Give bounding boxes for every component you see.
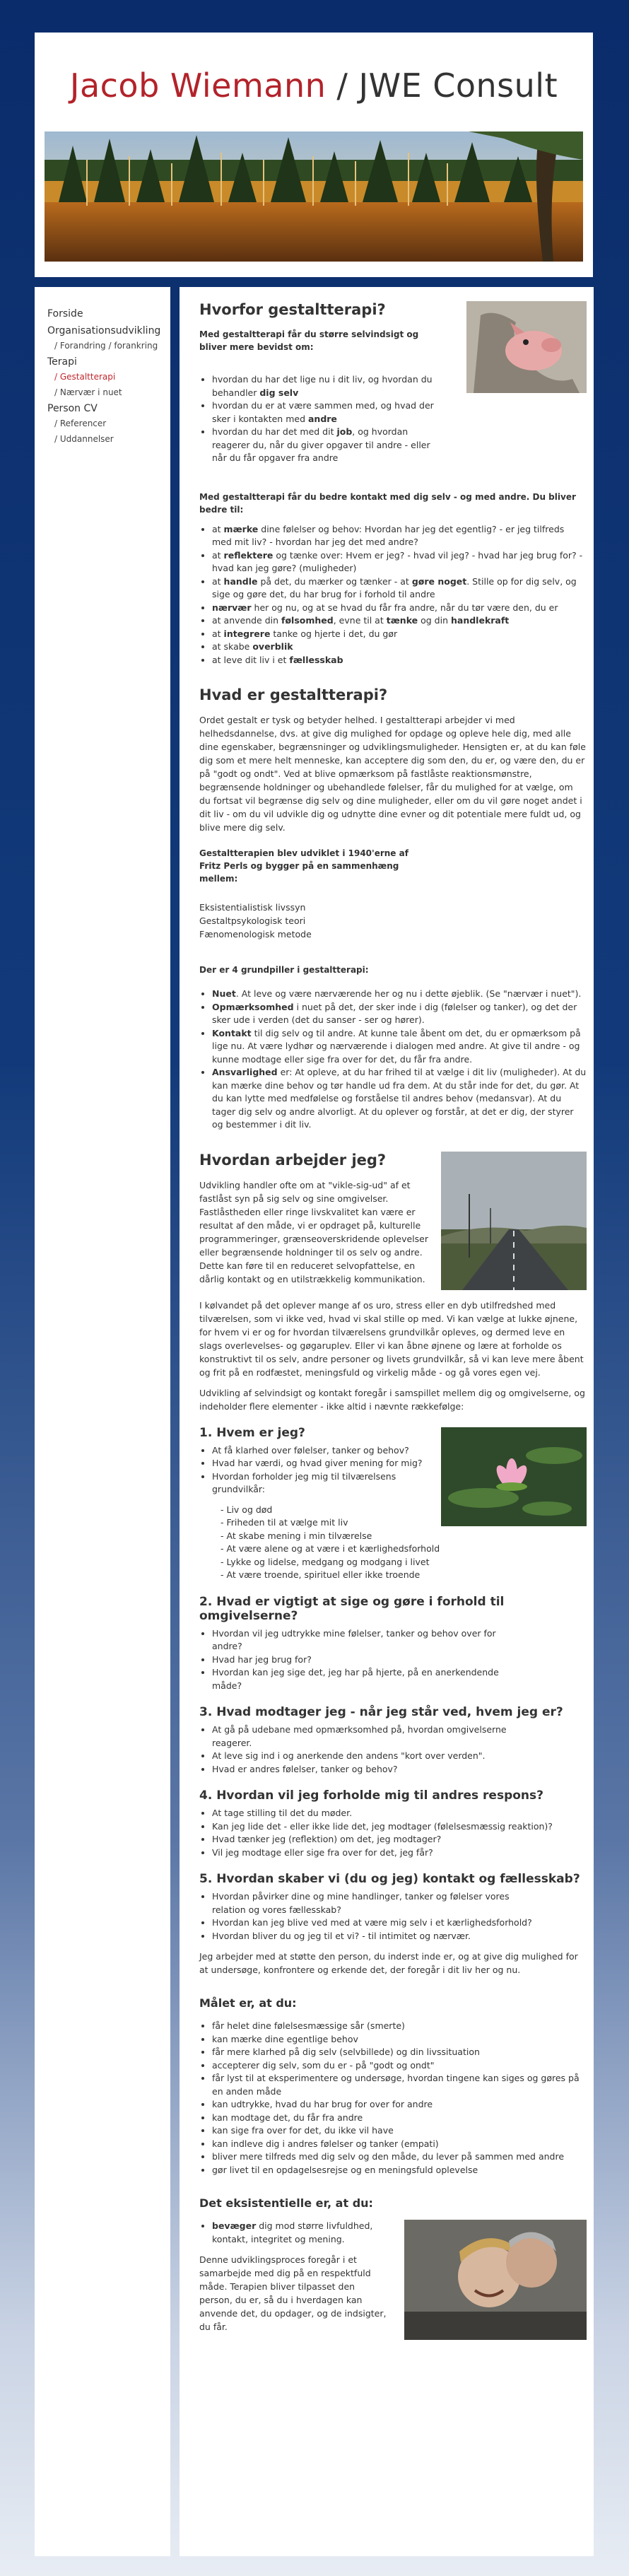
pillars-list	[199, 988, 587, 1132]
main-content	[180, 287, 594, 2556]
section-how-p2: I kølvandet på det oplever mange af os uro, stress eller en dyb utilfredshed med tilværelsen, som vi ikke ved, hvad vi skal stille op med. Vi kan vælge at lukke øjnene, for hvem vi er og for hvordan tilværelsens grundvilkår opleves, og dermed leve en slags overlevelses- og gøgaruplev. Eller vi kan åbne øjnene og lære at forholde os konstruktivt til os selv, andre personer og livets grundvilkår, så vi kan leve mere åbent og frit på en rodfæstet, meningsfuld og virkelig måde - og gå vores egen vej.	[199, 1299, 584, 1378]
nav-item-uddannelser[interactable]: / Uddannelser	[54, 434, 114, 444]
list-item: • hvordan du er at være sammen med, og hvad der sker i kontakten med andre	[212, 399, 445, 426]
list-item: • gør livet til en opdagelsesrejse og en meningsfuld oplevelse	[212, 2164, 587, 2177]
list-item: • at skabe overblik	[212, 640, 587, 654]
list-item: • Hvad tænker jeg (reflektion) om det, jeg modtager?	[212, 1833, 587, 1846]
nav-item-forside[interactable]: Forside	[47, 308, 83, 320]
section-why-lead: Med gestaltterapi får du større selvindsigt og bliver mere bevidst om:	[199, 329, 419, 352]
list-item: - At skabe mening i min tilværelse	[221, 1530, 587, 1543]
section-existential	[199, 2196, 587, 2334]
section-why-title: Hvorfor gestaltterapi?	[199, 301, 386, 318]
q3-list	[199, 1723, 523, 1776]
section-what-lead: Gestaltterapien blev udviklet i 1940'erne af Fritz Perls og bygger på en sammenhæng mellem:	[199, 848, 408, 884]
article	[199, 301, 587, 2353]
road-photo	[441, 1152, 587, 1293]
list-item: • kan modtage det, du får fra andre	[212, 2112, 587, 2125]
list-item: • Hvordan forholder jeg mig til tilværelsens grundvilkår:	[212, 1470, 587, 1497]
q1-title: 1. Hvem er jeg?	[199, 1425, 305, 1440]
lotus-photo	[441, 1427, 587, 1529]
list-item: • nærvær her og nu, og at se hvad du får fra andre, når du tør være den, du er	[212, 602, 587, 615]
section-how-p4: Jeg arbejder med at støtte den person, du inderst inde er, og at give dig mulighed for at undersøge, konfrontere og erkende det, der foregår i dit liv her og nu.	[199, 1951, 578, 1975]
list-item: • Hvordan bliver du og jeg til et vi? - til intimitet og nærvær.	[212, 1930, 537, 1943]
base-item: Eksistentialistisk livssyn	[199, 902, 306, 913]
why-list	[199, 373, 445, 465]
q5-list	[199, 1890, 537, 1943]
sidebar	[35, 287, 170, 2556]
list-item: • at anvende din følsomhed, evne til at tænke og din handlekraft	[212, 614, 587, 628]
list-item: - Lykke og lidelse, medgang og modgang i livet	[221, 1556, 587, 1569]
nav-item-referencer[interactable]: / Referencer	[54, 418, 107, 428]
list-item: • Kontakt til dig selv og til andre. At kunne tale åbent om det, du er opmærksom på lige nu. At være lydhør og nærværende i dialogen med andre. At give til andre - og kunne modtage eller sige fra over for det, du får fra andre.	[212, 1027, 587, 1067]
section-what-intro: Ordet gestalt er tysk og betyder helhed. I gestaltterapi arbejder vi med helhedsdannelse, dvs. at give dig mulighed for opdage og opleve hele dig, med alle dine egenskaber, begrænsninger og udviklingsmuligheder. Hensigten er, at du kan føle dig som et mere helt menneske, kan acceptere dig som den, du er, og være den, du er på "godt og ondt". Ved at blive opmærksom på fastlåste reaktionsmønstre, begrænsende holdninger og ubehandlede følelser, får du mulighed for at vælge, om du fortsat vil begrænse dig selv og dine muligheder, eller om du vil gøre noget andet i dit liv - om du vil udvikle dig og udnytte dine evner og dit potentiale mere fuldt ud, og blive mere dig selv.	[199, 715, 586, 833]
list-item: • at integrere tanke og hjerte i det, du gør	[212, 628, 587, 641]
q4-title: 4. Hvordan vil jeg forholde mig til andres respons?	[199, 1788, 544, 1803]
nav-item-forandring[interactable]: / Forandring / forankring	[54, 341, 158, 351]
list-item: • Hvad er andres følelser, tanker og behov?	[212, 1763, 523, 1776]
list-item: • Kan jeg lide det - eller ikke lide det, jeg modtager (følelsesmæssig reaktion)?	[212, 1820, 587, 1834]
section-how-p3: Udvikling af selvindsigt og kontakt foregår i samspillet mellem dig og omgivelserne, og indeholder flere elementer - ikke altid i nævnte rækkefølge:	[199, 1387, 585, 1412]
sidebar-nav	[47, 303, 167, 450]
section-why	[199, 301, 587, 667]
nav-item-gestaltterapi[interactable]: / Gestaltterapi	[54, 372, 116, 382]
existential-list	[199, 2220, 382, 2246]
list-item: • Ansvarlighed er: At opleve, at du har frihed til at vælge i dit liv (muligheder). At du kan mærke dine behov og tør handle ud fra dem. At du står inde for det, du gør. At du kan lytte med medfølelse og forståelse til andres behov (medansvar). At du tager dig selv og andre alvorligt. At du oplever og forstår, at det er dig, der styrer og bestemmer i dit liv.	[212, 1066, 587, 1132]
pig-photo	[466, 301, 587, 396]
couple-photo	[404, 2220, 587, 2343]
section-how	[199, 1152, 587, 1977]
section-goal	[199, 1996, 587, 2177]
list-item: • At tage stilling til det du møder.	[212, 1807, 587, 1820]
list-item: • bevæger dig mod større livfuldhed, kontakt, integritet og mening.	[212, 2220, 382, 2246]
list-item: • Vil jeg modtage eller sige fra over for det, jeg får?	[212, 1846, 587, 1860]
section-how-title: Hvordan arbejder jeg?	[199, 1151, 387, 1169]
list-item: • Hvordan påvirker dine og mine handlinger, tanker og følelser vores relation og vores fællesskab?	[212, 1890, 537, 1916]
list-item: • Hvordan vil jeg udtrykke mine følelser, tanker og behov over for andre?	[212, 1627, 523, 1653]
list-item: • Hvordan kan jeg blive ved med at være mig selv i et kærlighedsforhold?	[212, 1916, 537, 1930]
list-item: • accepterer dig selv, som du er - på "godt og ondt"	[212, 2059, 587, 2073]
header	[35, 33, 593, 277]
list-item: • bliver mere tilfreds med dig selv og den måde, du lever på sammen med andre	[212, 2150, 587, 2164]
list-item: • Nuet. At leve og være nærværende her og nu i dette øjeblik. (Se "nærvær i nuet").	[212, 988, 587, 1001]
list-item: • kan udtrykke, hvad du har brug for over for andre	[212, 2098, 587, 2112]
nav-item-terapi[interactable]: Terapi	[47, 356, 77, 368]
list-item: • får lyst til at eksperimentere og undersøge, hvordan tingene kan siges og gøres på en anden måde	[212, 2072, 587, 2098]
section-why-lead2: Med gestaltterapi får du bedre kontakt med dig selv - og med andre. Du bliver bedre til:	[199, 491, 576, 515]
section-what-title: Hvad er gestaltterapi?	[199, 686, 388, 703]
why-list-2	[199, 523, 587, 667]
q2-title: 2. Hvad er vigtigt at sige og gøre i forhold til omgivelserne?	[199, 1594, 505, 1623]
list-item: • kan indleve dig i andres følelser og tanker (empati)	[212, 2138, 587, 2151]
list-item: • hvordan du har det lige nu i dit liv, og hvordan du behandler dig selv	[212, 373, 445, 399]
list-item: • at reflektere og tænke over: Hvem er jeg? - hvad vil jeg? - hvad har jeg brug for? - hvad kan jeg gøre? (muligheder)	[212, 549, 587, 575]
section-existential-p1: Denne udviklingsproces foregår i et samarbejde med dig på en respektfuld måde. Terapien bliver tilpasset den person, du er, så du i hverdagen kan anvende det, du opdager, og de indsigter, du får.	[199, 2254, 387, 2332]
list-item: • Hvad har værdi, og hvad giver mening for mig?	[212, 1457, 587, 1470]
list-item: • Opmærksomhed i nuet på det, der sker inde i dig (følelser og tanker), og det der sker ude i verden (det du sanser - ser og hører).	[212, 1001, 587, 1027]
goal-list	[199, 2020, 587, 2177]
list-item: • Hvordan kan jeg sige det, jeg har på hjerte, på en anerkendende måde?	[212, 1666, 523, 1692]
list-item: - At være alene og at være i et kærlighedsforhold	[221, 1542, 587, 1556]
base-item: Gestaltpsykologisk teori	[199, 915, 306, 926]
list-item: • At leve sig ind i og anerkende den andens "kort over verden".	[212, 1750, 523, 1763]
q4-list	[199, 1807, 587, 1859]
section-how-p1: Udvikling handler ofte om at "vikle-sig-ud" af et fastlåst syn på sig selv og sine omgivelser. Fastlåstheden eller ringe livskvalitet kan være er resultat af den måde, vi er opdraget på, kulturelle programmeringer, grænseoverskridende oplevelser eller begrænsende holdninger til os selv og andre. Dette kan føre til en reduceret selvopfattelse, en dårlig kontakt og en utilstrækkelig kommunikation.	[199, 1179, 428, 1284]
list-item: • kan sige fra over for det, du ikke vil have	[212, 2124, 587, 2138]
list-item: - Friheden til at vælge mit liv	[221, 1516, 587, 1530]
list-item: • At få klarhed over følelser, tanker og behov?	[212, 1444, 587, 1458]
list-item: • at mærke dine følelser og behov: Hvordan har jeg det egentlig? - er jeg tilfreds med mit liv? - hvordan har jeg det med andre?	[212, 523, 587, 549]
nav-item-naervaer[interactable]: / Nærvær i nuet	[54, 387, 122, 397]
list-item: • får helet dine følelsesmæssige sår (smerte)	[212, 2020, 587, 2033]
section-what-lead2: Der er 4 grundpiller i gestaltterapi:	[199, 965, 369, 975]
list-item: • Hvad har jeg brug for?	[212, 1653, 523, 1667]
q5-title: 5. Hvordan skaber vi (du og jeg) kontakt og fællesskab?	[199, 1872, 580, 1886]
forest-banner	[45, 131, 583, 262]
list-item: • at leve dit liv i et fællesskab	[212, 654, 587, 667]
list-item: - Liv og død	[221, 1504, 587, 1517]
section-what	[199, 686, 587, 1132]
section-goal-title: Målet er, at du:	[199, 1996, 297, 2010]
site-title[interactable]	[35, 66, 593, 105]
site-title-company: JWE Consult	[358, 66, 558, 105]
nav-item-person-cv[interactable]: Person CV	[47, 403, 98, 414]
base-item: Fænomenologisk metode	[199, 929, 312, 939]
list-item: • at handle på det, du mærker og tænker - at gøre noget. Stille op for dig selv, og sige og gøre det, du har brug for i forhold til andre	[212, 575, 587, 602]
list-item: • kan mærke dine egentlige behov	[212, 2033, 587, 2047]
site-title-separator: /	[326, 66, 359, 105]
q2-list	[199, 1627, 523, 1693]
q3-title: 3. Hvad modtager jeg - når jeg står ved, hvem jeg er?	[199, 1705, 563, 1719]
section-existential-title: Det eksistentielle er, at du:	[199, 2196, 373, 2210]
list-item: • hvordan du har det med dit job, og hvordan reagerer du, når du giver opgaver til andre - eller når du får opgaver fra andre	[212, 426, 445, 465]
nav-item-organisationsudvikling[interactable]: Organisationsudvikling	[47, 325, 161, 336]
site-title-name: Jacob Wiemann	[69, 66, 327, 105]
list-item: • får mere klarhed på dig selv (selvbillede) og din livssituation	[212, 2046, 587, 2059]
list-item: • At gå på udebane med opmærksomhed på, hvordan omgivelserne reagerer.	[212, 1723, 523, 1750]
list-item: - At være troende, spirituel eller ikke troende	[221, 1569, 587, 1582]
